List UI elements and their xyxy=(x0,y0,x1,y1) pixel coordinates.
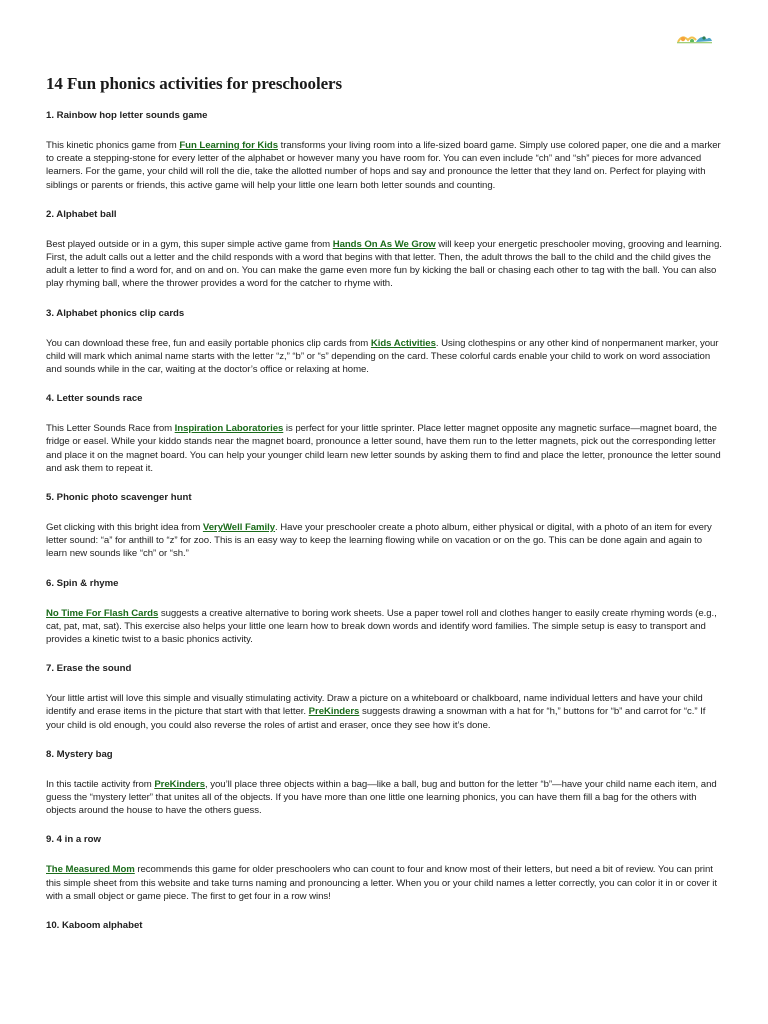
section-letter-sounds-race xyxy=(46,393,722,475)
section-heading: 1. Rainbow hop letter sounds game xyxy=(46,110,208,121)
site-logo-icon xyxy=(674,30,714,46)
link-verywell-family[interactable]: VeryWell Family xyxy=(202,522,276,534)
section-heading: 3. Alphabet phonics clip cards xyxy=(46,307,185,319)
section-body: Get clicking with this bright idea from VeryWell Family. Have your preschooler create a photo album, either physical or digital, with a photo of an item for every letter sound: “a” for anthill to “z” for zoo. This is an easy way to keep the learning flowing while on vacation or on the go. This can be done again and again to learn new sounds like “ch” or “sh.” xyxy=(46,522,712,560)
section-kaboom-alphabet xyxy=(46,920,722,932)
section-heading: 8. Mystery bag xyxy=(46,748,113,760)
section-heading: 5. Phonic photo scavenger hunt xyxy=(46,492,192,504)
link-prekinders[interactable]: PreKinders xyxy=(308,706,360,718)
link-the-measured-mom[interactable]: The Measured Mom xyxy=(46,864,135,876)
section-clip-cards xyxy=(46,308,722,377)
page-title: 14 Fun phonics activities for preschoolers xyxy=(46,74,342,93)
section-body: This kinetic phonics game from Fun Learning for Kids transforms your living room into a life-sized board game. Simply use colored paper, one die and a marker to create a stepping-stone for every letter of the alphabet or however many you have room for. You can even include “ch” and “sh” pieces for more advanced learners. For the game, your child will roll the die, take the allotted number of hops and say and pronounce the letter that they land on. Perfect for playing with siblings or parents or friends, this active game will help your little one learn both letter sounds and counting. xyxy=(46,140,721,191)
link-inspiration-laboratories[interactable]: Inspiration Laboratories xyxy=(174,423,284,435)
link-fun-learning-for-kids[interactable]: Fun Learning for Kids xyxy=(179,140,278,151)
section-body: The Measured Mom recommends this game for older preschoolers who can count to four and know most of their letters, but need a bit of review. You can print this simple sheet from this website and take turns naming and pronouncing a letter. When you or your child names a letter correctly, you can color it in or cover it with a small object or game piece. The first to get four in a row wins! xyxy=(46,864,717,902)
section-4-in-a-row xyxy=(46,834,722,903)
section-alphabet-ball xyxy=(46,209,722,291)
section-body: You can download these free, fun and easily portable phonics clip cards from Kids Activities. Using clothespins or any other kind of nonpermanent marker, your child will mark which animal name starts with the letter “z,” “b” or “s” depending on the card. These colorful cards enable your child to work on word association and sounds while in the car, waiting at the doctor’s office or relaxing at home. xyxy=(46,337,719,376)
section-body: In this tactile activity from PreKinders, you’ll place three objects within a bag—like a ball, bug and button for the letter “b”—have your child name each item, and guess the “mystery letter” that unites all of the objects. If you have more than one little one learning phonics, you can have them fill a bag for the others with objects around the house to have the others guess. xyxy=(46,778,717,817)
section-heading: 6. Spin & rhyme xyxy=(46,577,119,589)
section-mystery-bag xyxy=(46,749,722,818)
section-photo-scavenger-hunt xyxy=(46,492,722,561)
section-heading: 9. 4 in a row xyxy=(46,834,101,846)
section-erase-the-sound xyxy=(46,663,722,732)
section-heading: 2. Alphabet ball xyxy=(46,208,117,220)
section-body: Your little artist will love this simple and visually stimulating activity. Draw a picture on a whiteboard or chalkboard, name individual letters and have your child identify and erase items in the picture that start with that letter. PreKinders suggests drawing a snowman with a hat for “h,” buttons for “b” and carrot for “c.” If your child is old enough, you could also reverse the roles of artist and eraser, once they see how it’s done. xyxy=(46,693,706,731)
link-no-time-for-flash-cards[interactable]: No Time For Flash Cards xyxy=(46,607,159,619)
section-body: Best played outside or in a gym, this super simple active game from Hands On As We Grow will keep your energetic preschooler moving, grooving and learning. First, the adult calls out a letter and the child responds with a word that begins with that letter. Then, the adult throws the ball to the child and the child gives the adult a letter to find a word for, and on and on. You can make the game even more fun by kicking the ball or chasing each other to tag with the ball. You can also play rhyming ball, where the thrower provides a word for the catcher to rhyme with. xyxy=(46,238,722,290)
section-heading: 7. Erase the sound xyxy=(46,663,132,675)
section-body: This Letter Sounds Race from Inspiration Laboratories is perfect for your little sprinter. Place letter magnet opposite any magnetic surface—magnet board, the fridge or easel. While your kiddo stands near the magnet board, pronounce a letter sound, have them run to the letter magnets, pick out the corresponding letter and place it on the magnet board. You can help your younger child learn new letter sounds by asking them to find and place the letter, pronounce the letter sound and ask them to repeat it. xyxy=(46,423,721,474)
section-heading: 10. Kaboom alphabet xyxy=(46,920,143,932)
section-body: No Time For Flash Cards suggests a creative alternative to boring work sheets. Use a paper towel roll and clothes hanger to easily create rhyming words (e.g., cat, pat, mat, sat). This exercise also helps your little one learn how to break down words and identify word families. The simple setup is easy to transport and provides a kinetic twist to a basic phonics activity. xyxy=(46,607,717,646)
article-sections xyxy=(46,110,722,949)
link-kids-activities[interactable]: Kids Activities xyxy=(370,337,436,349)
section-spin-rhyme xyxy=(46,578,722,647)
link-prekinders[interactable]: PreKinders xyxy=(154,778,206,790)
section-heading: 4. Letter sounds race xyxy=(46,393,143,405)
section-rainbow-hop xyxy=(46,110,722,192)
link-hands-on-as-we-grow[interactable]: Hands On As We Grow xyxy=(332,238,436,250)
